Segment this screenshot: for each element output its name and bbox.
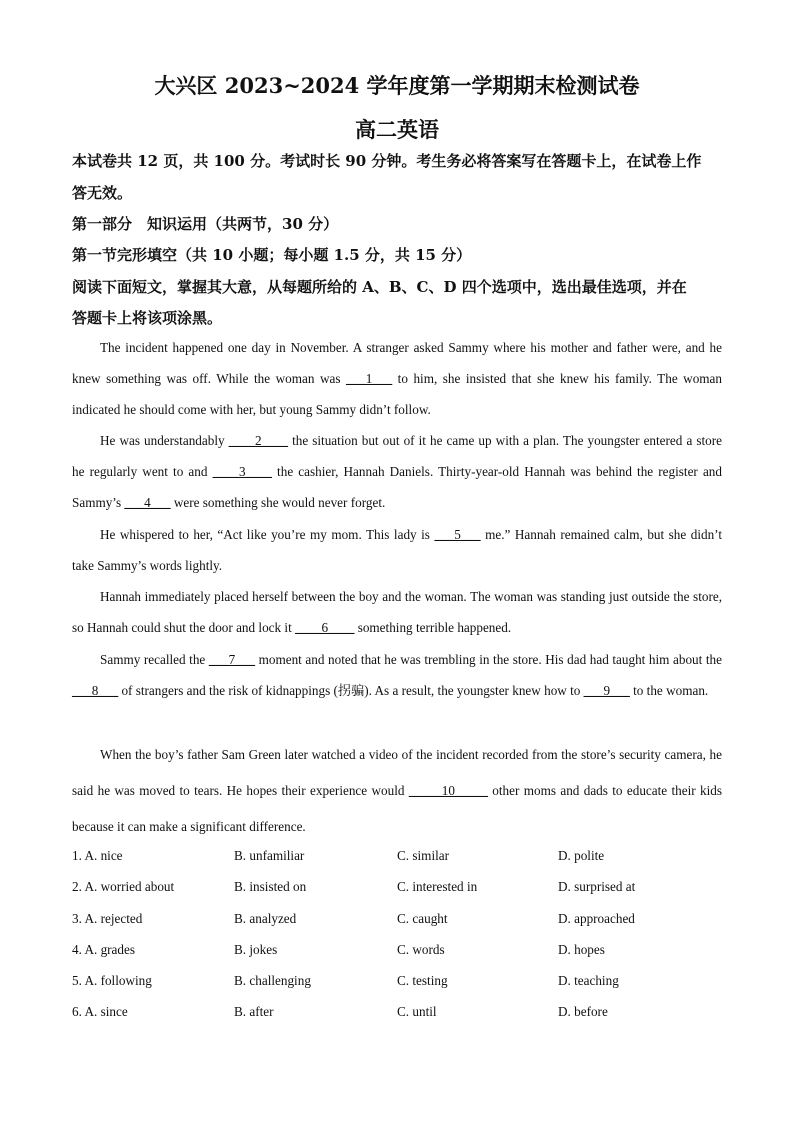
option-1a: 1. A. nice [72,848,123,863]
blank-6: ____6____ [295,620,355,635]
option-2a: 2. A. worried about [72,879,175,894]
blank-2: ____2____ [228,433,288,448]
passage-paragraph-1: The incident happened one day in November. A stranger asked Sammy where his mother and father were, and he knew something was off. While the woman was ___1___ to him, she insisted that she knew his family. The woman indicated he should come with her, but young Sammy didn’t follow. [72,340,723,417]
option-4b: B. jokes [234,942,278,957]
question-row-1 [72,848,732,868]
directions-line-2: 答题卡上将该项涂黑。 [72,309,223,327]
option-6a: 6. A. since [72,1004,128,1019]
option-5d: D. teaching [558,973,619,988]
option-1d: D. polite [558,848,605,863]
instructions-line-1: 本试卷共 12 页，共 100 分。考试时长 90 分钟。考生务必将答案写在答题卡上，在试卷上作 [72,152,702,170]
option-6d: D. before [558,1004,608,1019]
blank-10: _____10_____ [408,783,488,798]
option-2b: B. insisted on [234,879,307,894]
passage-paragraph-2: He was understandably ____2____ the situation but out of it he came up with a plan. The youngster entered a store he regularly went to and ____3____ the cashier, Hannah Daniels. Thirty-year-old Hannah was behind the register and Sammy’s ___4___ were something she would never forget. [72,433,722,510]
directions-line-1: 阅读下面短文，掌握其大意，从每题所给的 A、B、C、D 四个选项中，选出最佳选项，并在 [72,278,687,296]
option-1b: B. unfamiliar [234,848,305,863]
blank-3: ____3____ [212,464,272,479]
option-4c: C. words [397,942,445,957]
question-row-4 [72,942,732,962]
question-row-2 [72,879,732,899]
option-3b: B. analyzed [234,911,297,926]
passage-paragraph-3: He whispered to her, “Act like you’re my mom. This lady is ___5___ me.” Hannah remained calm, but she didn’t take Sammy’s words lightly. [72,527,723,573]
question-row-3 [72,911,732,931]
blank-7: ___7___ [208,652,256,667]
option-4d: D. hopes [558,942,605,957]
option-2c: C. interested in [397,879,478,894]
option-3a: 3. A. rejected [72,911,143,926]
option-3c: C. caught [397,911,448,926]
option-3d: D. approached [558,911,635,926]
part-heading: 第一部分 知识运用（共两节，30 分） [72,215,339,233]
exam-subtitle: 高二英语 [355,117,439,142]
option-4a: 4. A. grades [72,942,135,957]
question-row-6 [72,1004,732,1024]
option-1c: C. similar [397,848,450,863]
blank-9: ___9___ [583,683,630,698]
passage-paragraph-5: Sammy recalled the ___7___ moment and noted that he was trembling in the store. His dad had taught him about the ___8___ of strangers and the risk of kidnappings (拐骗). As a result, the youngster knew how to ___9___ to the woman. [72,652,722,698]
option-6b: B. after [234,1004,274,1019]
blank-5: ___5___ [434,527,481,542]
option-5a: 5. A. following [72,973,152,988]
question-row-5 [72,973,732,993]
passage-paragraph-4: Hannah immediately placed herself between the boy and the woman. The woman was standing just outside the store, so Hannah could shut the door and lock it ____6____ something terrible happened. [72,589,722,635]
blank-4: ___4___ [124,495,171,510]
exam-title: 大兴区 2023~2024 学年度第一学期期末检测试卷 [154,73,640,98]
option-2d: D. surprised at [558,879,636,894]
option-6c: C. until [397,1004,437,1019]
section-heading: 第一节完形填空（共 10 小题；每小题 1.5 分，共 15 分） [72,246,472,264]
option-5b: B. challenging [234,973,311,988]
passage-paragraph-6: When the boy’s father Sam Green later watched a video of the incident recorded from the store’s security camera, he said he was moved to tears. He hopes their experience would _____10_____ other moms and dads to educate their kids because it can make a significant difference. [72,747,722,834]
instructions-line-2: 答无效。 [72,184,133,202]
blank-8: ___8___ [72,683,119,698]
option-5c: C. testing [397,973,448,988]
blank-1: ___1___ [346,371,393,386]
